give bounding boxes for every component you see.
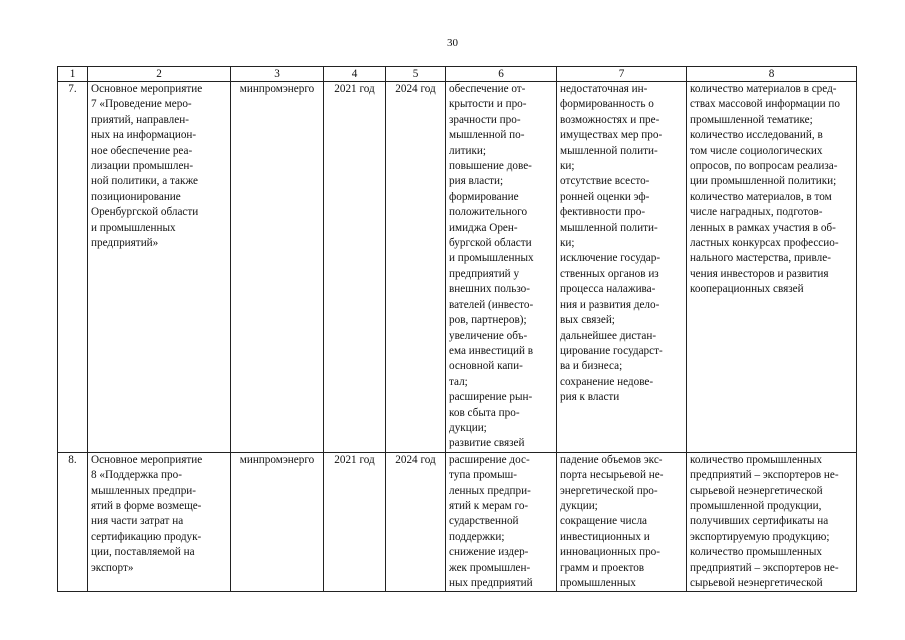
cell-text-line: инновационных про- — [560, 546, 661, 559]
cell-text-line: Основное мероприятие — [91, 83, 203, 95]
cell-text-line: ния части затрат на — [91, 515, 184, 528]
cell-text-line: энергетической про- — [560, 484, 658, 497]
cell-text-line: количество промышленных — [690, 546, 823, 559]
cell-text-line: экспортируемую продукцию; — [690, 530, 830, 543]
column-number: 2 — [88, 67, 231, 82]
cell-text-line: ственных органов из — [560, 267, 659, 280]
cell-text-line: мышленной полити- — [560, 221, 658, 234]
cell-text-line: дукции; — [560, 499, 598, 512]
cell-text-line: мышленной полити- — [560, 144, 658, 157]
cell-text-line: приятий, направлен- — [91, 113, 189, 126]
cell-text-line: мышленной по- — [449, 129, 525, 142]
cell-text-line: лизации промышлен- — [91, 160, 194, 173]
indicators-cell — [687, 82, 857, 453]
cell-text-line: дукции; — [449, 421, 487, 434]
end-year-cell: 2024 год — [386, 82, 446, 453]
cell-text-line: грамм и проектов — [560, 561, 645, 574]
row-number: 8. — [58, 452, 88, 592]
page-number: 30 — [447, 37, 458, 49]
cell-text-line: ленных предпри- — [449, 484, 531, 497]
row-number: 7. — [58, 82, 88, 453]
column-number-row — [58, 67, 857, 82]
activity-name-cell — [88, 452, 231, 592]
start-year-cell: 2021 год — [324, 452, 386, 592]
cell-text-line: отсутствие всесто- — [560, 175, 650, 188]
cell-text-line: ва и бизнеса; — [560, 360, 623, 373]
cell-text-line: бургской области — [449, 237, 532, 250]
column-number: 4 — [324, 67, 386, 82]
cell-text-line: возможностях и пре- — [560, 113, 660, 126]
cell-text-line: увеличение объ- — [449, 329, 528, 342]
expected-results-cell — [446, 82, 557, 453]
column-number: 5 — [386, 67, 446, 82]
column-number: 8 — [687, 67, 857, 82]
start-year-cell: 2021 год — [324, 82, 386, 453]
cell-text-line: расширение дос- — [449, 453, 530, 466]
cell-text-line: Оренбургской области — [91, 206, 199, 219]
cell-text-line: процесса налажива- — [560, 283, 656, 296]
cell-text-line: сударственной — [449, 515, 519, 528]
cell-text-line: имиджа Орен- — [449, 221, 518, 234]
cell-text-line: экспорт» — [91, 561, 134, 574]
cell-text-line: ния и развития дело- — [560, 298, 660, 311]
expected-results-cell — [446, 452, 557, 592]
end-year-cell: 2024 год — [386, 452, 446, 592]
consequences-cell — [557, 82, 687, 453]
cell-text-line: ки; — [560, 237, 575, 250]
cell-text-line: ции промышленной политики; — [690, 175, 837, 188]
cell-text-line: числе наградных, подготов- — [690, 206, 823, 219]
cell-text-line: 8 «Поддержка про- — [91, 469, 182, 482]
cell-text-line: положительного — [449, 206, 528, 219]
cell-text-line: 7 «Проведение меро- — [91, 98, 192, 111]
cell-text-line: кооперационных связей — [690, 283, 804, 296]
cell-text-line: основной капи- — [449, 360, 523, 373]
cell-text-line: порта несырьевой не- — [560, 469, 664, 482]
cell-text-line: развитие связей — [449, 437, 525, 450]
cell-text-line: количество материалов в сред- — [690, 83, 837, 95]
cell-text-line: количество материалов, в том — [690, 190, 832, 203]
executor-cell: минпромэнерго — [231, 82, 324, 453]
cell-text-line: количество исследований, в — [690, 129, 823, 142]
cell-text-line: промышленной продукции, — [690, 499, 822, 512]
cell-text-line: сырьевой неэнергетической — [690, 577, 823, 589]
cell-text-line: ствах массовой информации по — [690, 98, 840, 111]
cell-text-line: ции, поставляемой на — [91, 546, 195, 559]
cell-text-line: ки; — [560, 160, 575, 173]
cell-text-line: и промышленных — [449, 252, 534, 265]
cell-text-line: нального мастерства, привле- — [690, 252, 831, 265]
cell-text-line: повышение дове- — [449, 160, 532, 173]
executor-cell: минпромэнерго — [231, 452, 324, 592]
cell-text-line: Основное мероприятие — [91, 453, 203, 466]
cell-text-line: поддержки; — [449, 530, 505, 543]
cell-text-line: обеспечение от- — [449, 83, 526, 95]
cell-text-line: чения инвесторов и развития — [690, 267, 829, 280]
column-number: 7 — [557, 67, 687, 82]
column-number: 3 — [231, 67, 324, 82]
indicators-cell — [687, 452, 857, 592]
cell-text-line: имуществах мер про- — [560, 129, 663, 142]
cell-text-line: вых связей; — [560, 314, 615, 327]
cell-text-line: предприятий – экспортеров не- — [690, 561, 839, 574]
cell-text-line: снижение издер- — [449, 546, 529, 559]
cell-text-line: ров, партнеров); — [449, 314, 527, 327]
cell-text-line: тупа промыш- — [449, 469, 517, 482]
cell-text-line: промышленной тематике; — [690, 113, 813, 126]
cell-text-line: ков сбыта про- — [449, 406, 520, 419]
cell-text-line: фективности про- — [560, 206, 646, 219]
cell-text-line: исключение государ- — [560, 252, 661, 265]
cell-text-line: дальнейшее дистан- — [560, 329, 657, 342]
cell-text-line: формированность о — [560, 98, 654, 111]
column-number: 6 — [446, 67, 557, 82]
cell-text-line: тал; — [449, 375, 468, 388]
cell-text-line: сохранение недове- — [560, 375, 654, 388]
cell-text-line: сырьевой неэнергетической — [690, 484, 823, 497]
cell-text-line: ное обеспечение реа- — [91, 144, 193, 157]
cell-text-line: ной политики, а также — [91, 175, 198, 188]
cell-text-line: сокращение числа — [560, 515, 647, 528]
consequences-cell — [557, 452, 687, 592]
cell-text-line: сертификацию продук- — [91, 530, 202, 543]
cell-text-line: жек промышлен- — [449, 561, 531, 574]
cell-text-line: промышленных — [560, 577, 636, 589]
cell-text-line: ронней оценки эф- — [560, 190, 650, 203]
activities-table — [57, 66, 857, 592]
cell-text-line: внешних пользо- — [449, 283, 531, 296]
cell-text-line: ема инвестиций в — [449, 344, 534, 357]
cell-text-line: ятий к мерам го- — [449, 499, 529, 512]
cell-text-line: зрачности про- — [449, 113, 521, 126]
table-row — [58, 452, 857, 592]
cell-text-line: опросов, по вопросам реализа- — [690, 160, 838, 173]
column-number: 1 — [58, 67, 88, 82]
cell-text-line: недостаточная ин- — [560, 83, 648, 95]
cell-text-line: и промышленных — [91, 221, 176, 234]
cell-text-line: ластных конкурсах профессио- — [690, 237, 839, 250]
cell-text-line: позиционирование — [91, 190, 181, 203]
cell-text-line: ятий в форме возмеще- — [91, 499, 202, 512]
cell-text-line: крытости и про- — [449, 98, 527, 111]
cell-text-line: ных предприятий — [449, 577, 533, 589]
cell-text-line: цирование государст- — [560, 344, 663, 357]
activity-name-cell — [88, 82, 231, 453]
cell-text-line: рия к власти — [560, 391, 620, 404]
cell-text-line: предприятий» — [91, 237, 159, 250]
cell-text-line: вателей (инвесто- — [449, 298, 534, 311]
cell-text-line: падение объемов экс- — [560, 453, 663, 466]
cell-text-line: ных на информацион- — [91, 129, 197, 142]
cell-text-line: расширение рын- — [449, 391, 533, 404]
cell-text-line: формирование — [449, 190, 519, 203]
cell-text-line: инвестиционных и — [560, 530, 650, 543]
cell-text-line: литики; — [449, 144, 486, 157]
cell-text-line: предприятий у — [449, 267, 520, 280]
cell-text-line: предприятий – экспортеров не- — [690, 469, 839, 482]
cell-text-line: рия власти; — [449, 175, 504, 188]
cell-text-line: том числе социологических — [690, 144, 823, 157]
cell-text-line: количество промышленных — [690, 453, 823, 466]
cell-text-line: мышленных предпри- — [91, 484, 197, 497]
cell-text-line: получивших сертификаты на — [690, 515, 829, 528]
cell-text-line: ленных в рамках участия в об- — [690, 221, 836, 234]
table-row — [58, 82, 857, 453]
